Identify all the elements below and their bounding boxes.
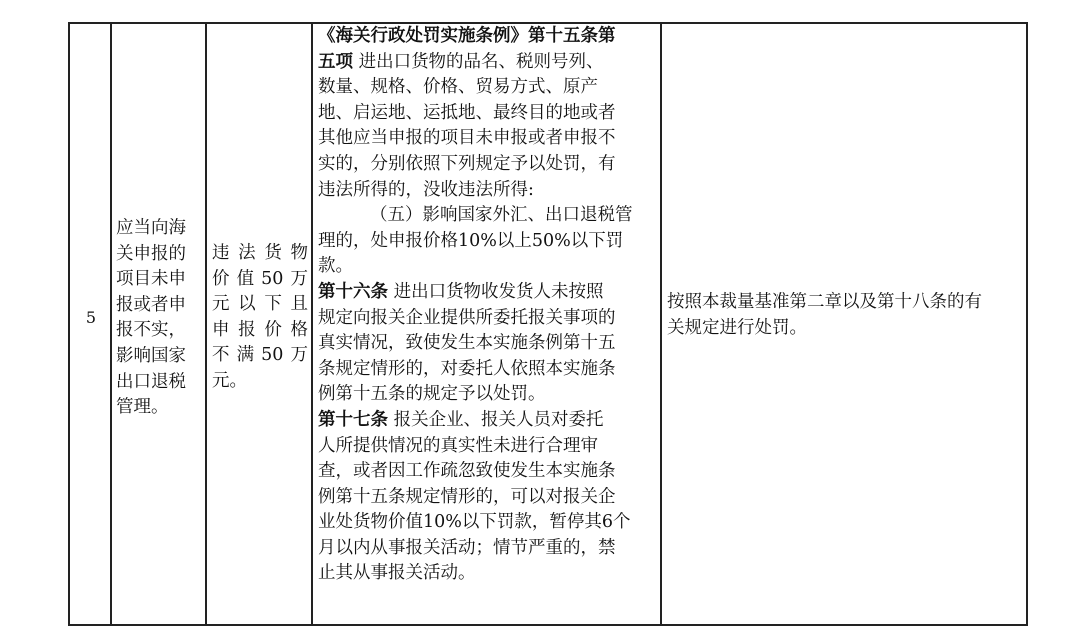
- circumstance-line: 申报价格: [212, 319, 308, 340]
- article-16-line: 例第十五条的规定予以处罚。: [318, 384, 546, 405]
- circumstance-line: 元。: [212, 370, 247, 391]
- article-15-line: [318, 50, 654, 76]
- article-17-line: 月以内从事报关活动；情节严重的，禁: [318, 537, 616, 558]
- article-17-line: 例第十五条规定情形的，可以对报关企: [318, 486, 616, 507]
- article-16-line: 规定向报关企业提供所委托报关事项的: [318, 307, 616, 328]
- circumstance-cell: [212, 241, 308, 395]
- column-divider-1: [110, 22, 112, 625]
- article-15-line: 其他应当申报的项目未申报或者申报不: [318, 128, 616, 149]
- item-5-line: 款。: [318, 256, 353, 277]
- table-border-left: [68, 22, 70, 625]
- article-16-line: 条规定情形的，对委托人依照本实施条: [318, 358, 616, 379]
- article-16-text: 进出口货物收发货人未按照: [388, 281, 604, 302]
- violation-line: 管理。: [116, 397, 169, 418]
- item-5-line: （五）影响国家外汇、出口退税管: [370, 205, 633, 226]
- article-16-line: [318, 280, 654, 306]
- article-17-line: 人所提供情况的真实性未进行合理审: [318, 435, 598, 456]
- violation-line: 关申报的: [116, 243, 186, 264]
- article-15-line: 实的，分别依照下列规定予以处罚，有: [318, 153, 616, 174]
- violation-line: 应当向海: [116, 218, 186, 238]
- circumstance-line: 违法货物: [212, 243, 308, 263]
- violation-line: 项目未申: [116, 269, 186, 290]
- legal-basis-cell: [318, 24, 654, 587]
- row-index: 5: [85, 308, 97, 327]
- column-divider-2: [205, 22, 207, 625]
- article-15-item-label: 五项: [318, 51, 353, 72]
- article-15-text: 进出口货物的品名、税则号列、: [353, 51, 604, 72]
- standard-line: 关规定进行处罚。: [667, 317, 807, 338]
- article-15-line: 地、启运地、运抵地、最终目的地或者: [318, 102, 616, 123]
- article-17-line: 查，或者因工作疏忽致使发生本实施条: [318, 461, 616, 482]
- article-17-title: 第十七条: [318, 409, 388, 430]
- article-17-line: 业处货物价值10%以下罚款，暂停其6个: [318, 512, 631, 533]
- article-16-title: 第十六条: [318, 281, 388, 302]
- table-border-bottom: [68, 624, 1028, 626]
- article-16-line: 真实情况，致使发生本实施条例第十五: [318, 333, 616, 354]
- article-15-line: 数量、规格、价格、贸易方式、原产: [318, 77, 598, 98]
- circumstance-line: 价值50万: [212, 268, 308, 289]
- article-17-line: 止其从事报关活动。: [318, 563, 476, 584]
- article-15-heading: 《海关行政处罚实施条例》第十五条第: [318, 26, 616, 46]
- violation-line: 影响国家: [116, 345, 186, 366]
- circumstance-line: 不满50万: [212, 345, 308, 366]
- item-5-line: 理的，处申报价格10%以上50%以下罚: [318, 230, 624, 251]
- article-15-line: 违法所得的，没收违法所得:: [318, 179, 534, 200]
- violation-line: 出口退税: [116, 371, 186, 392]
- article-17-line: [318, 408, 654, 434]
- article-17-text: 报关企业、报关人员对委托: [388, 409, 604, 430]
- violation-line: 报或者申: [116, 294, 186, 315]
- column-divider-3: [311, 22, 313, 625]
- standard-line: 按照本裁量基准第二章以及第十八条的有: [667, 292, 982, 312]
- discretion-standard-cell: [667, 290, 1027, 341]
- column-divider-4: [660, 22, 662, 625]
- violation-cell: [116, 216, 202, 421]
- violation-line: 报不实，: [116, 320, 186, 341]
- circumstance-line: 元以下且: [212, 294, 308, 315]
